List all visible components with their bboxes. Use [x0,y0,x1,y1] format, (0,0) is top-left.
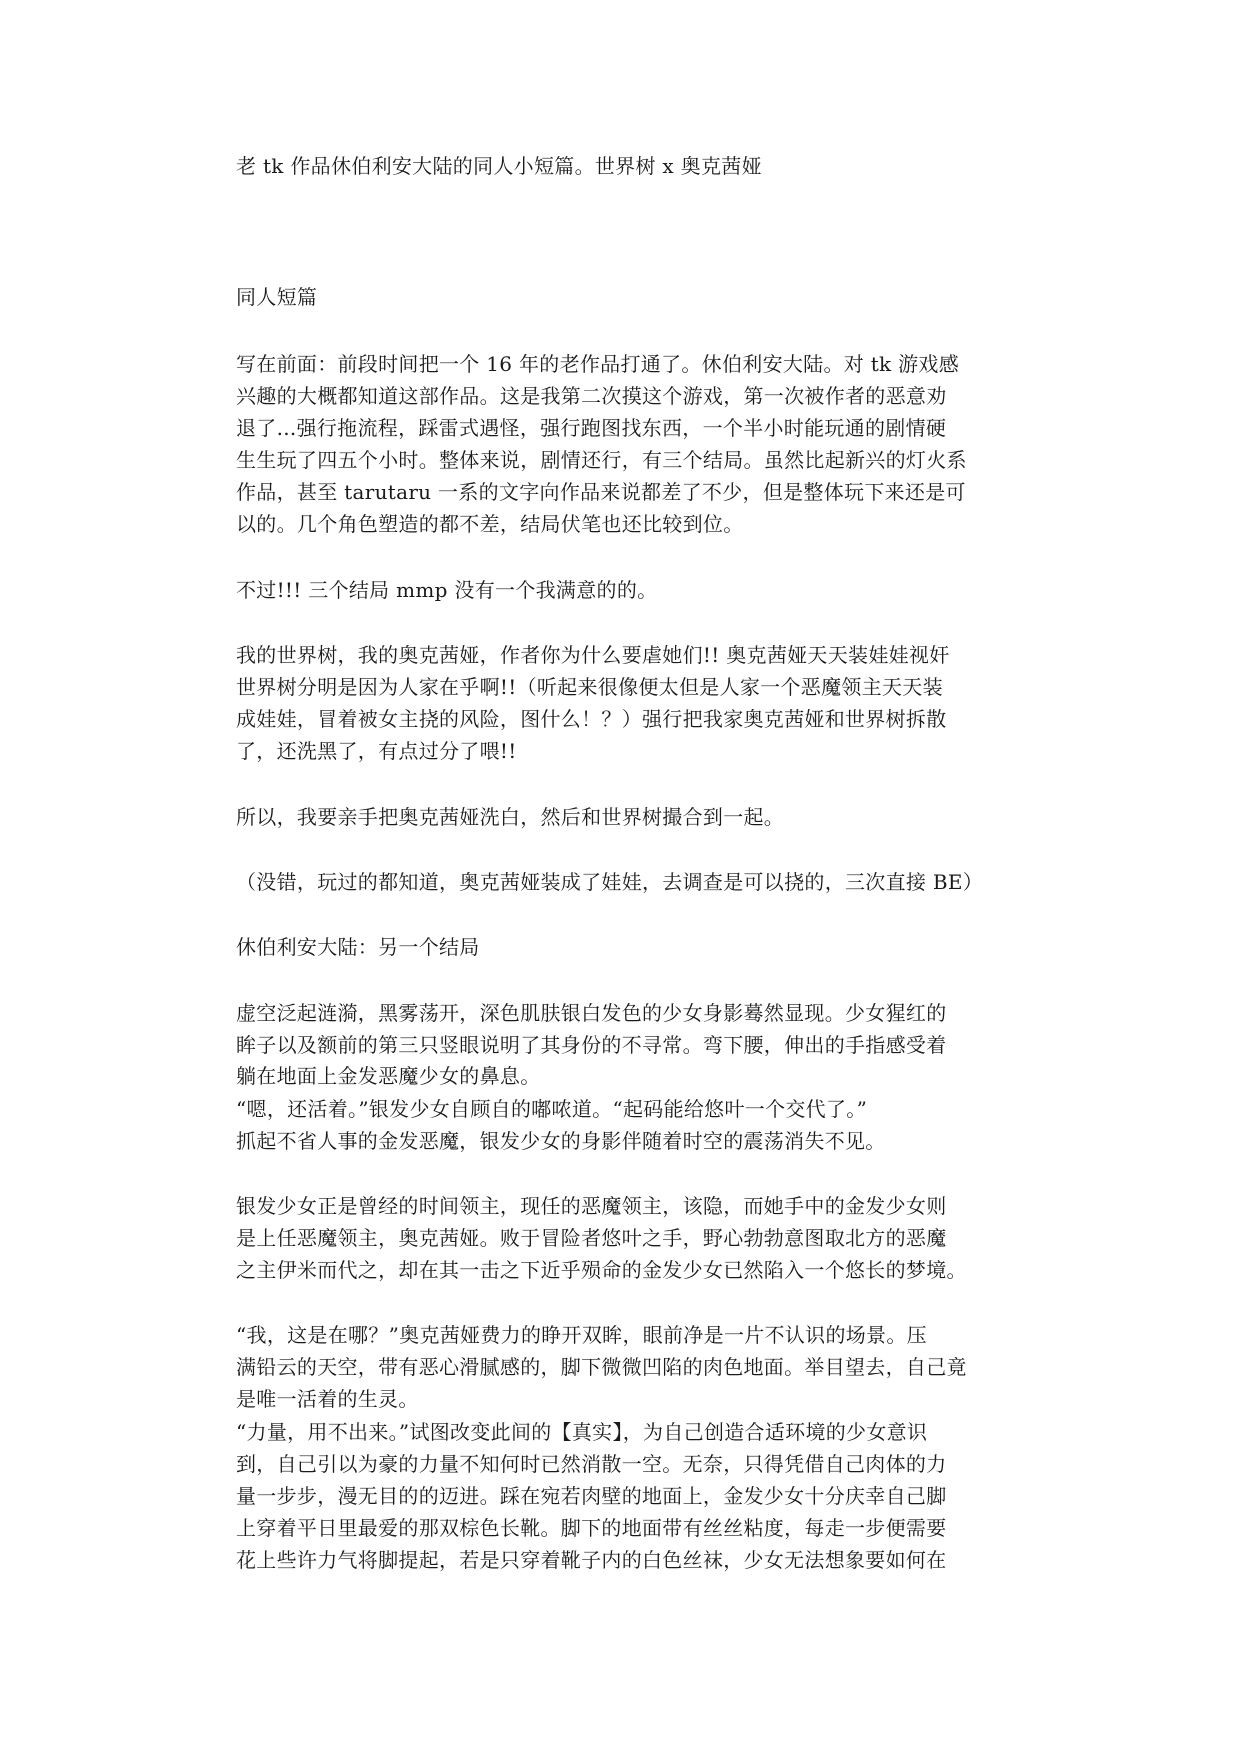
header-title: 老 tk 作品休伯利安大陆的同人小短篇。世界树 x 奥克茜娅 [236,154,762,178]
intro-line: 兴趣的大概都知道这部作品。这是我第二次摸这个游戏，第一次被作者的恶意劝 [236,384,947,408]
intro-line: 写在前面：前段时间把一个 16 年的老作品打通了。休伯利安大陆。对 tk 游戏感 [236,352,960,376]
aside-line: （没错，玩过的都知道，奥克茜娅装成了娃娃，去调查是可以挠的，三次直接 BE） [236,870,984,894]
resolve-line: 所以，我要亲手把奥克茜娅洗白，然后和世界树撮合到一起。 [236,805,785,829]
story-line: 之主伊米而代之，却在其一击之下近乎殒命的金发少女已然陷入一个悠长的梦境。 [236,1258,967,1282]
story-line: 眸子以及额前的第三只竖眼说明了其身份的不寻常。弯下腰，伸出的手指感受着 [236,1033,947,1057]
section-title: 同人短篇 [236,285,318,309]
story-line: 上穿着平日里最爱的那双棕色长靴。脚下的地面带有丝丝粘度，每走一步便需要 [236,1516,947,1540]
story-line: 虚空泛起涟漪，黑雾荡开，深色肌肤银白发色的少女身影蓦然显现。少女猩红的 [236,1001,947,1025]
story-line: 到，自己引以为豪的力量不知何时已然消散一空。无奈，只得凭借自己肉体的力 [236,1452,947,1476]
story-line: “力量，用不出来。”试图改变此间的【真实】，为自己创造合适环境的少女意识 [236,1420,928,1444]
story-line: 是唯一活着的生灵。 [236,1387,419,1411]
rant-line: 我的世界树，我的奥克茜娅，作者你为什么要虐她们!! 奥克茜娅天天装娃娃视奸 [236,643,950,667]
story-line: 花上些许力气将脚提起，若是只穿着靴子内的白色丝袜，少女无法想象要如何在 [236,1548,947,1572]
intro-line: 退了...强行拖流程，踩雷式遇怪，强行跑图找东西，一个半小时能玩通的剧情硬 [236,416,947,440]
rant-line: 世界树分明是因为人家在乎啊!!（听起来很像便太但是人家一个恶魔领主天天装 [236,675,943,699]
intro-line: 生生玩了四五个小时。整体来说，剧情还行，有三个结局。虽然比起新兴的灯火系 [236,448,967,472]
rant-line: 成娃娃，冒着被女主挠的风险，图什么！？）强行把我家奥克茜娅和世界树拆散 [236,707,947,731]
intro-line: 以的。几个角色塑造的都不差，结局伏笔也还比较到位。 [236,512,744,536]
story-line: 躺在地面上金发恶魔少女的鼻息。 [236,1064,541,1088]
story-line: 是上任恶魔领主，奥克茜娅。败于冒险者悠叶之手，野心勃勃意图取北方的恶魔 [236,1226,947,1250]
intro-line: 作品，甚至 tarutaru 一系的文字向作品来说都差了不少，但是整体玩下来还是可 [236,480,966,504]
story-line: 满铅云的天空，带有恶心滑腻感的，脚下微微凹陷的肉色地面。举目望去，自己竟 [236,1355,967,1379]
complaint-line: 不过!!! 三个结局 mmp 没有一个我满意的的。 [236,578,658,602]
story-line: 量一步步，漫无目的的迈进。踩在宛若肉壁的地面上，金发少女十分庆幸自己脚 [236,1484,947,1508]
story-line: 抓起不省人事的金发恶魔，银发少女的身影伴随着时空的震荡消失不见。 [236,1129,886,1153]
story-title: 休伯利安大陆：另一个结局 [236,935,480,959]
story-line: “我，这是在哪？”奥克茜娅费力的睁开双眸，眼前净是一片不认识的场景。压 [236,1323,927,1347]
rant-line: 了，还洗黑了，有点过分了喂!! [236,739,517,763]
story-line: 银发少女正是曾经的时间领主，现任的恶魔领主，该隐，而她手中的金发少女则 [236,1194,947,1218]
story-line: “嗯，还活着。”银发少女自顾自的嘟哝道。“起码能给悠叶一个交代了。” [236,1097,868,1121]
